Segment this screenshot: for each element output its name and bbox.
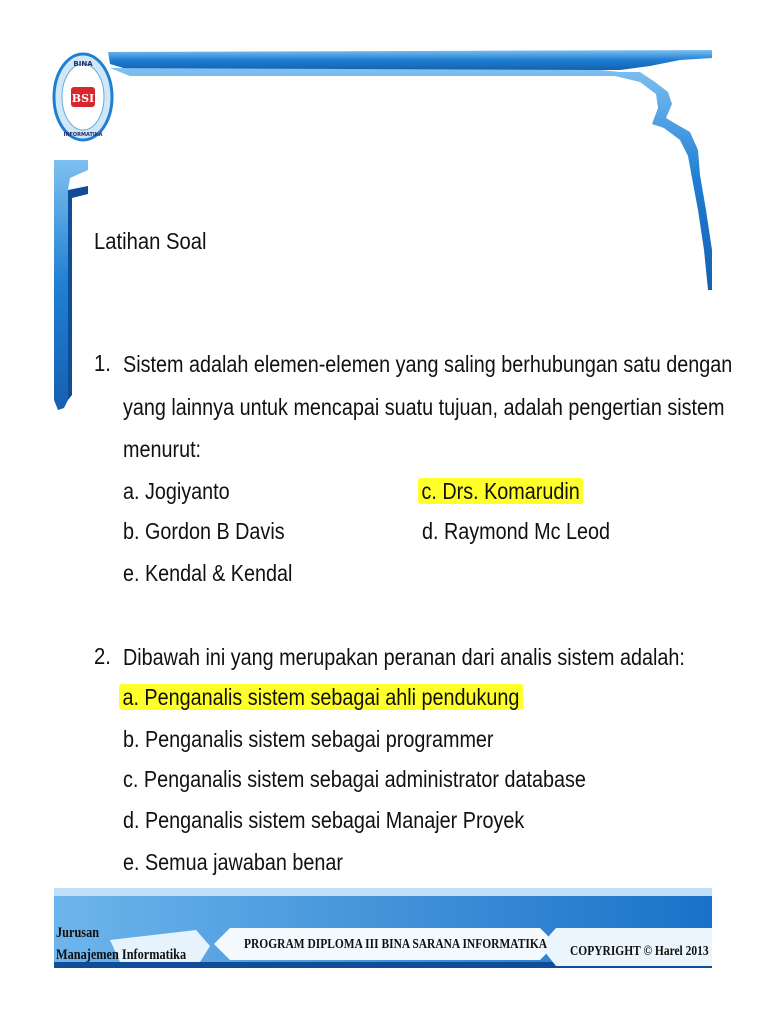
answer-option: c. Penganalis sistem sebagai administrator database [123, 766, 586, 792]
answer-option-highlighted [119, 683, 523, 711]
answer-option: e. Kendal & Kendal [123, 560, 293, 586]
answer-option: a. Jogiyanto [123, 478, 230, 504]
logo-top-text: BINA [73, 60, 93, 68]
question-text-line: menurut: [123, 436, 202, 462]
footer-program: PROGRAM DIPLOMA III BINA SARANA INFORMATIKA [244, 937, 548, 952]
answer-option: b. Gordon B Davis [123, 518, 285, 544]
question-number: 2. [94, 643, 111, 669]
answer-option: b. Penganalis sistem sebagai programmer [123, 726, 494, 752]
logo-bottom-text: INFORMATIKA [63, 132, 103, 138]
footer-dept-line1: Jurusan [56, 925, 100, 941]
answer-highlight: c. Drs. Komarudin [418, 478, 583, 504]
answer-option: d. Penganalis sistem sebagai Manajer Proyek [123, 807, 525, 833]
footer-copyright: COPYRIGHT © Harel 2013 [570, 944, 709, 959]
question-text-line: yang lainnya untuk mencapai suatu tujuan, adalah pengertian sistem [123, 394, 725, 420]
question-number: 1. [94, 350, 111, 376]
answer-option-highlighted [418, 477, 583, 505]
question-text-line: Dibawah ini yang merupakan peranan dari analis sistem adalah: [123, 644, 685, 670]
answer-option: d. Raymond Mc Leod [422, 518, 611, 544]
question-text-line: Sistem adalah elemen-elemen yang saling berhubungan satu dengan [123, 351, 733, 377]
answer-option: e. Semua jawaban benar [123, 849, 343, 875]
footer-dept-line2: Manajemen Informatika [56, 947, 187, 963]
logo-mark: BSI [71, 92, 95, 105]
page-title: Latihan Soal [94, 228, 207, 254]
answer-highlight: a. Penganalis sistem sebagai ahli pendukung [119, 684, 523, 710]
